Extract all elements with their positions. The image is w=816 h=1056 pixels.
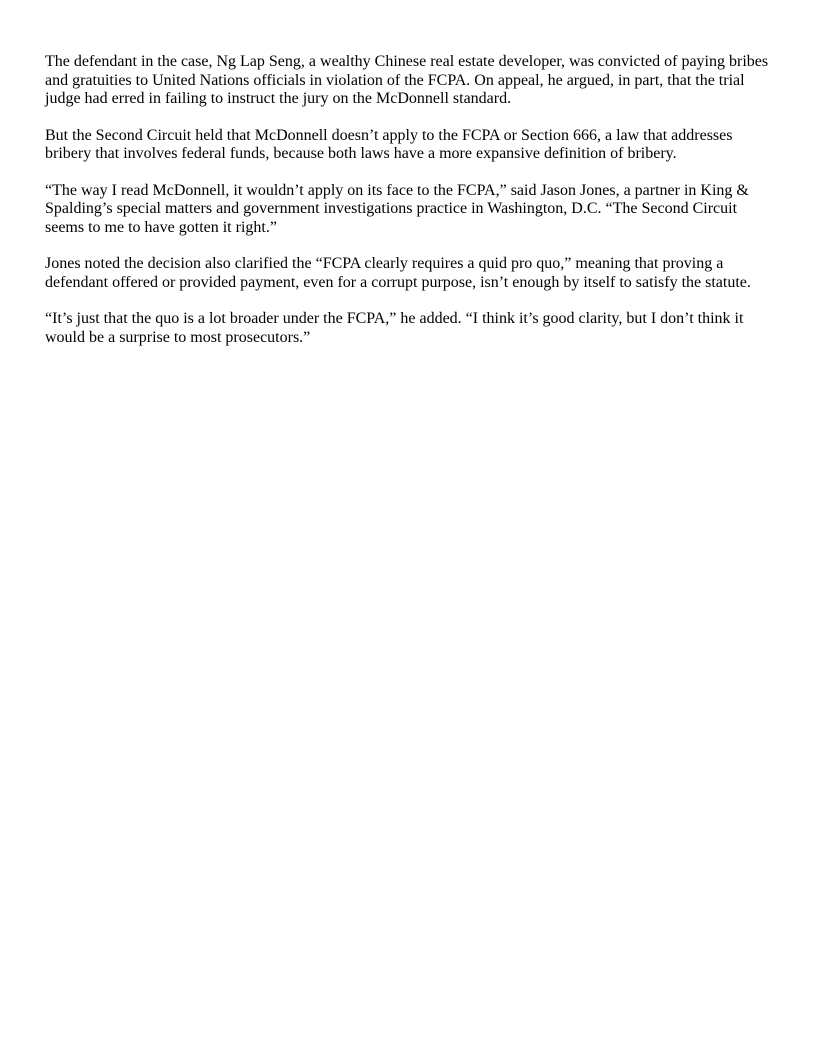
paragraph-4: Jones noted the decision also clarified the “FCPA clearly requires a quid pro quo,” meaning that proving a defendant offered or provided payment, even for a corrupt purpose, isn’t enough by itself to satisfy the statute. — [45, 255, 751, 291]
paragraph-5: “It’s just that the quo is a lot broader under the FCPA,” he added. “I think it’s good clarity, but I don’t think it would be a surprise to most prosecutors.” — [45, 310, 744, 346]
paragraph-3: “The way I read McDonnell, it wouldn’t apply on its face to the FCPA,” said Jason Jones, a partner in King & Spalding’s special matters and government investigations practice in Washington, D.C. “The Second Circuit seems to me to have gotten it right.” — [45, 181, 749, 236]
document-body — [45, 53, 775, 365]
paragraph-2: But the Second Circuit held that McDonnell doesn’t apply to the FCPA or Section 666, a law that addresses bribery that involves federal funds, because both laws have a more expansive definition of bribery. — [45, 126, 733, 162]
paragraph-1: The defendant in the case, Ng Lap Seng, a wealthy Chinese real estate developer, was convicted of paying bribes and gratuities to United Nations officials in violation of the FCPA. On appeal, he argued, in part, that the trial judge had erred in failing to instruct the jury on the McDonnell standard. — [45, 53, 769, 107]
